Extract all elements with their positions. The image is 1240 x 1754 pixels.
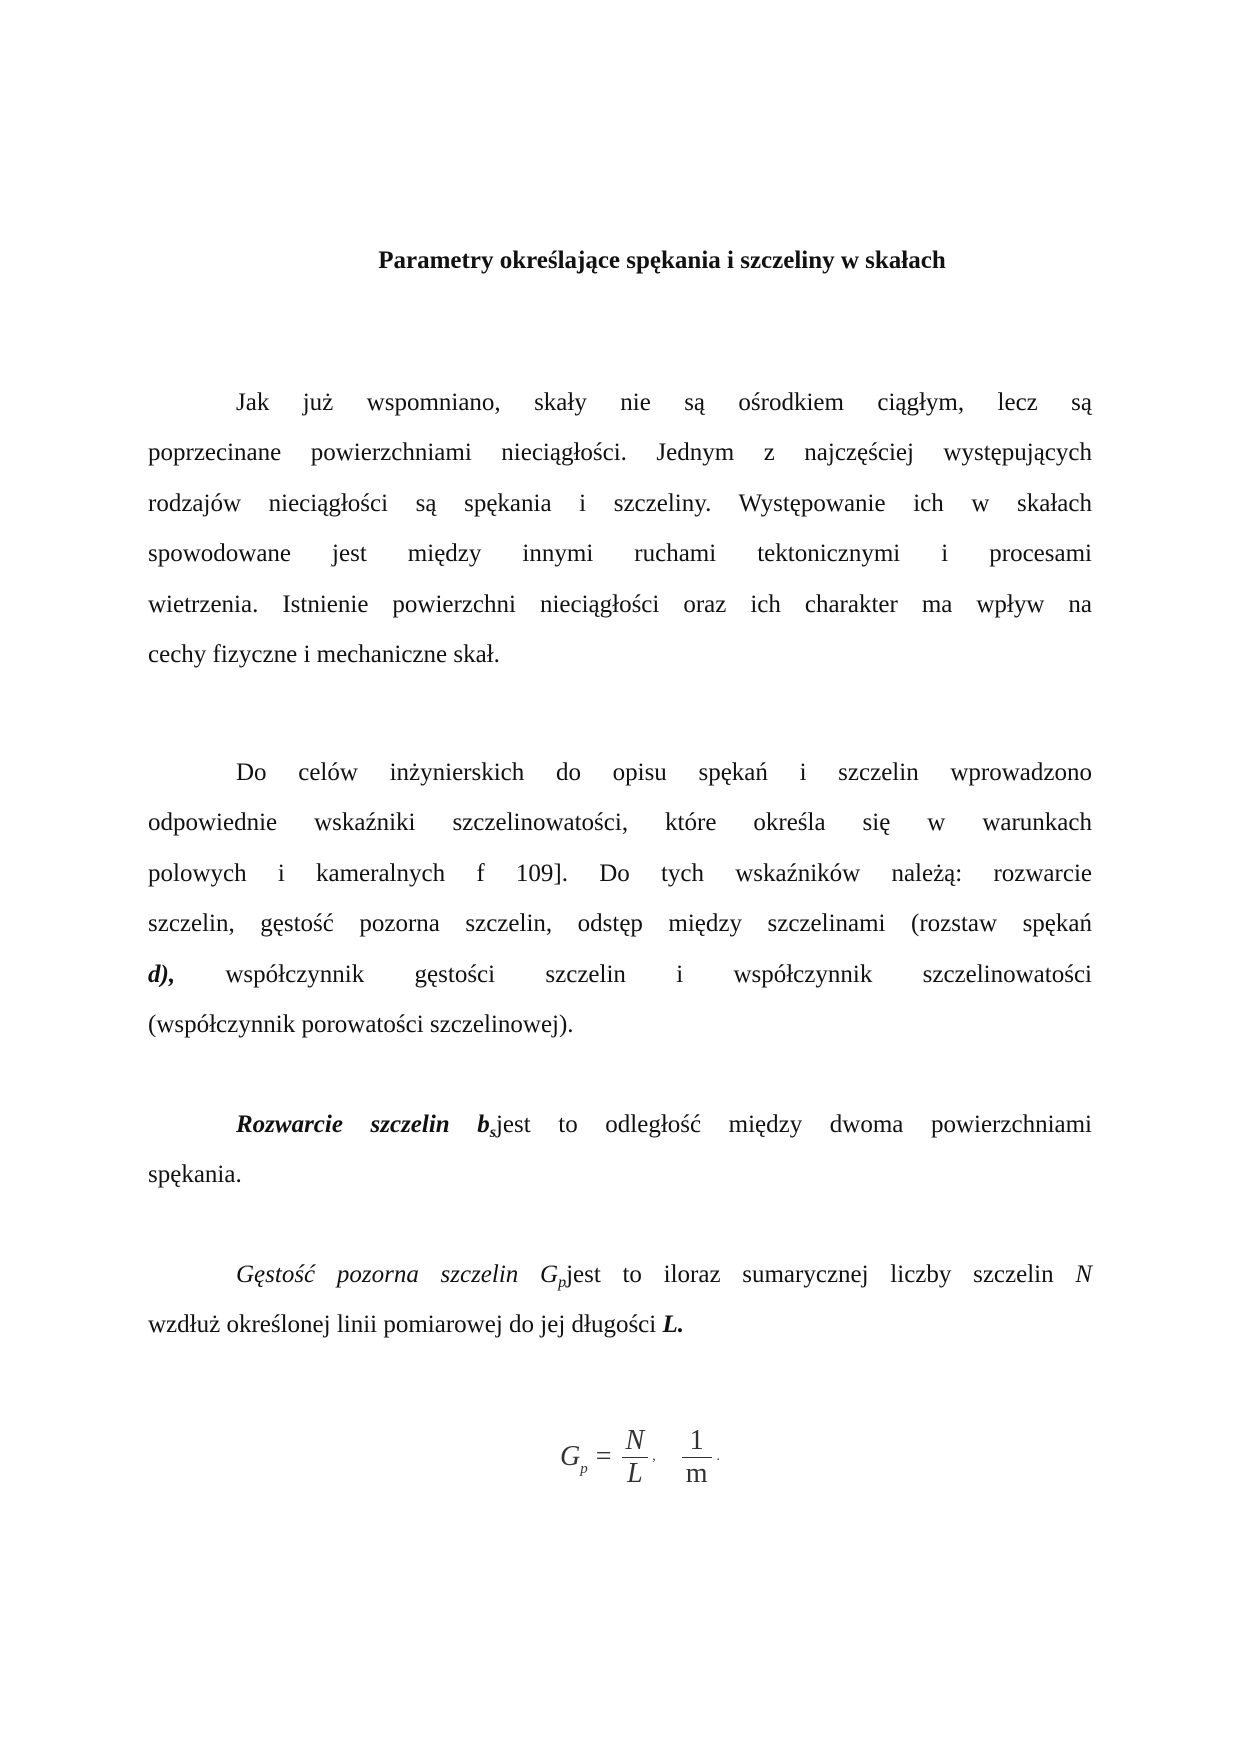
variable-l: L. xyxy=(662,1311,685,1339)
equals-sign: = xyxy=(595,1441,612,1472)
term-subscript: p xyxy=(558,1274,567,1291)
term-subscript: s xyxy=(489,1124,496,1141)
text-line: poprzecinane powierzchniami nieciągłości. Jednym z najczęściej występujących xyxy=(148,439,1092,467)
paragraph-engineering-indicators xyxy=(148,748,1092,1050)
formula-lhs: $G_p$ xyxy=(560,1441,588,1477)
text-line xyxy=(148,1300,1092,1350)
text-line: Do celów inżynierskich do opisu spękań i szczelin wprowadzono xyxy=(236,759,1092,786)
text-line xyxy=(148,1250,1092,1300)
spacing-symbol: d), xyxy=(148,960,176,988)
text-line: wietrzenia. Istnienie powierzchni nieciągłości oraz ich charakter ma wpływ na xyxy=(148,590,1092,618)
text-line: szczelin, gęstość pozorna szczelin, odstęp między szczelinami (rozstaw spękań xyxy=(148,910,1092,938)
formula-end: . xyxy=(716,1449,720,1464)
variable-n: N xyxy=(1075,1261,1092,1288)
fraction-denominator: L xyxy=(627,1457,643,1489)
text-fragment: jest to iloraz sumarycznej liczby szczelin xyxy=(566,1261,1076,1288)
text-line xyxy=(148,1100,1092,1150)
defined-term: Rozwarcie szczelin $b_s$ xyxy=(236,1111,496,1141)
formula-lhs-subscript: p xyxy=(580,1461,588,1477)
text-line: Jak już wspomniano, skały nie są ośrodkiem ciągłym, lecz są xyxy=(236,389,1092,416)
text-line: polowych i kameralnych f 109]. Do tych wskaźników należą: rozwarcie xyxy=(148,859,1092,887)
fraction-n-over-l xyxy=(622,1425,649,1490)
document-title: Parametry określające spękania i szczeliny w skałach xyxy=(378,247,946,274)
unit-fraction xyxy=(682,1425,712,1490)
fraction-numerator: N xyxy=(625,1424,645,1456)
text-line: spękania. xyxy=(148,1161,242,1189)
text-line: (współczynnik porowatości szczelinowej). xyxy=(148,1011,574,1039)
text-line xyxy=(148,950,1092,1000)
density-formula xyxy=(560,1422,720,1492)
unit-numerator: 1 xyxy=(689,1424,704,1456)
text-fragment: jest to odległość między dwoma powierzchniami xyxy=(495,1111,1092,1138)
text-fragment: wzdłuż określonej linii pomiarowej do jej długości xyxy=(148,1311,663,1339)
unit-denominator: m xyxy=(685,1457,708,1489)
text-fragment: współczynnik gęstości szczelin i współczynnik szczelinowatości xyxy=(175,960,1092,988)
text-line: spowodowane jest między innymi ruchami tektonicznymi i procesami xyxy=(148,540,1092,568)
text-line: odpowiednie wskaźniki szczelinowatości, które określa się w warunkach xyxy=(148,809,1092,837)
text-line: rodzajów nieciągłości są spękania i szczeliny. Występowanie ich w skałach xyxy=(148,489,1092,517)
formula-separator: , xyxy=(652,1449,656,1464)
text-line: cechy fizyczne i mechaniczne skał. xyxy=(148,641,500,669)
paragraph-apparent-density xyxy=(148,1250,1092,1351)
paragraph-crack-aperture xyxy=(148,1100,1092,1201)
paragraph-discontinuities xyxy=(148,378,1092,680)
defined-term: Gęstość pozorna szczelin $G_p$ xyxy=(236,1261,567,1291)
